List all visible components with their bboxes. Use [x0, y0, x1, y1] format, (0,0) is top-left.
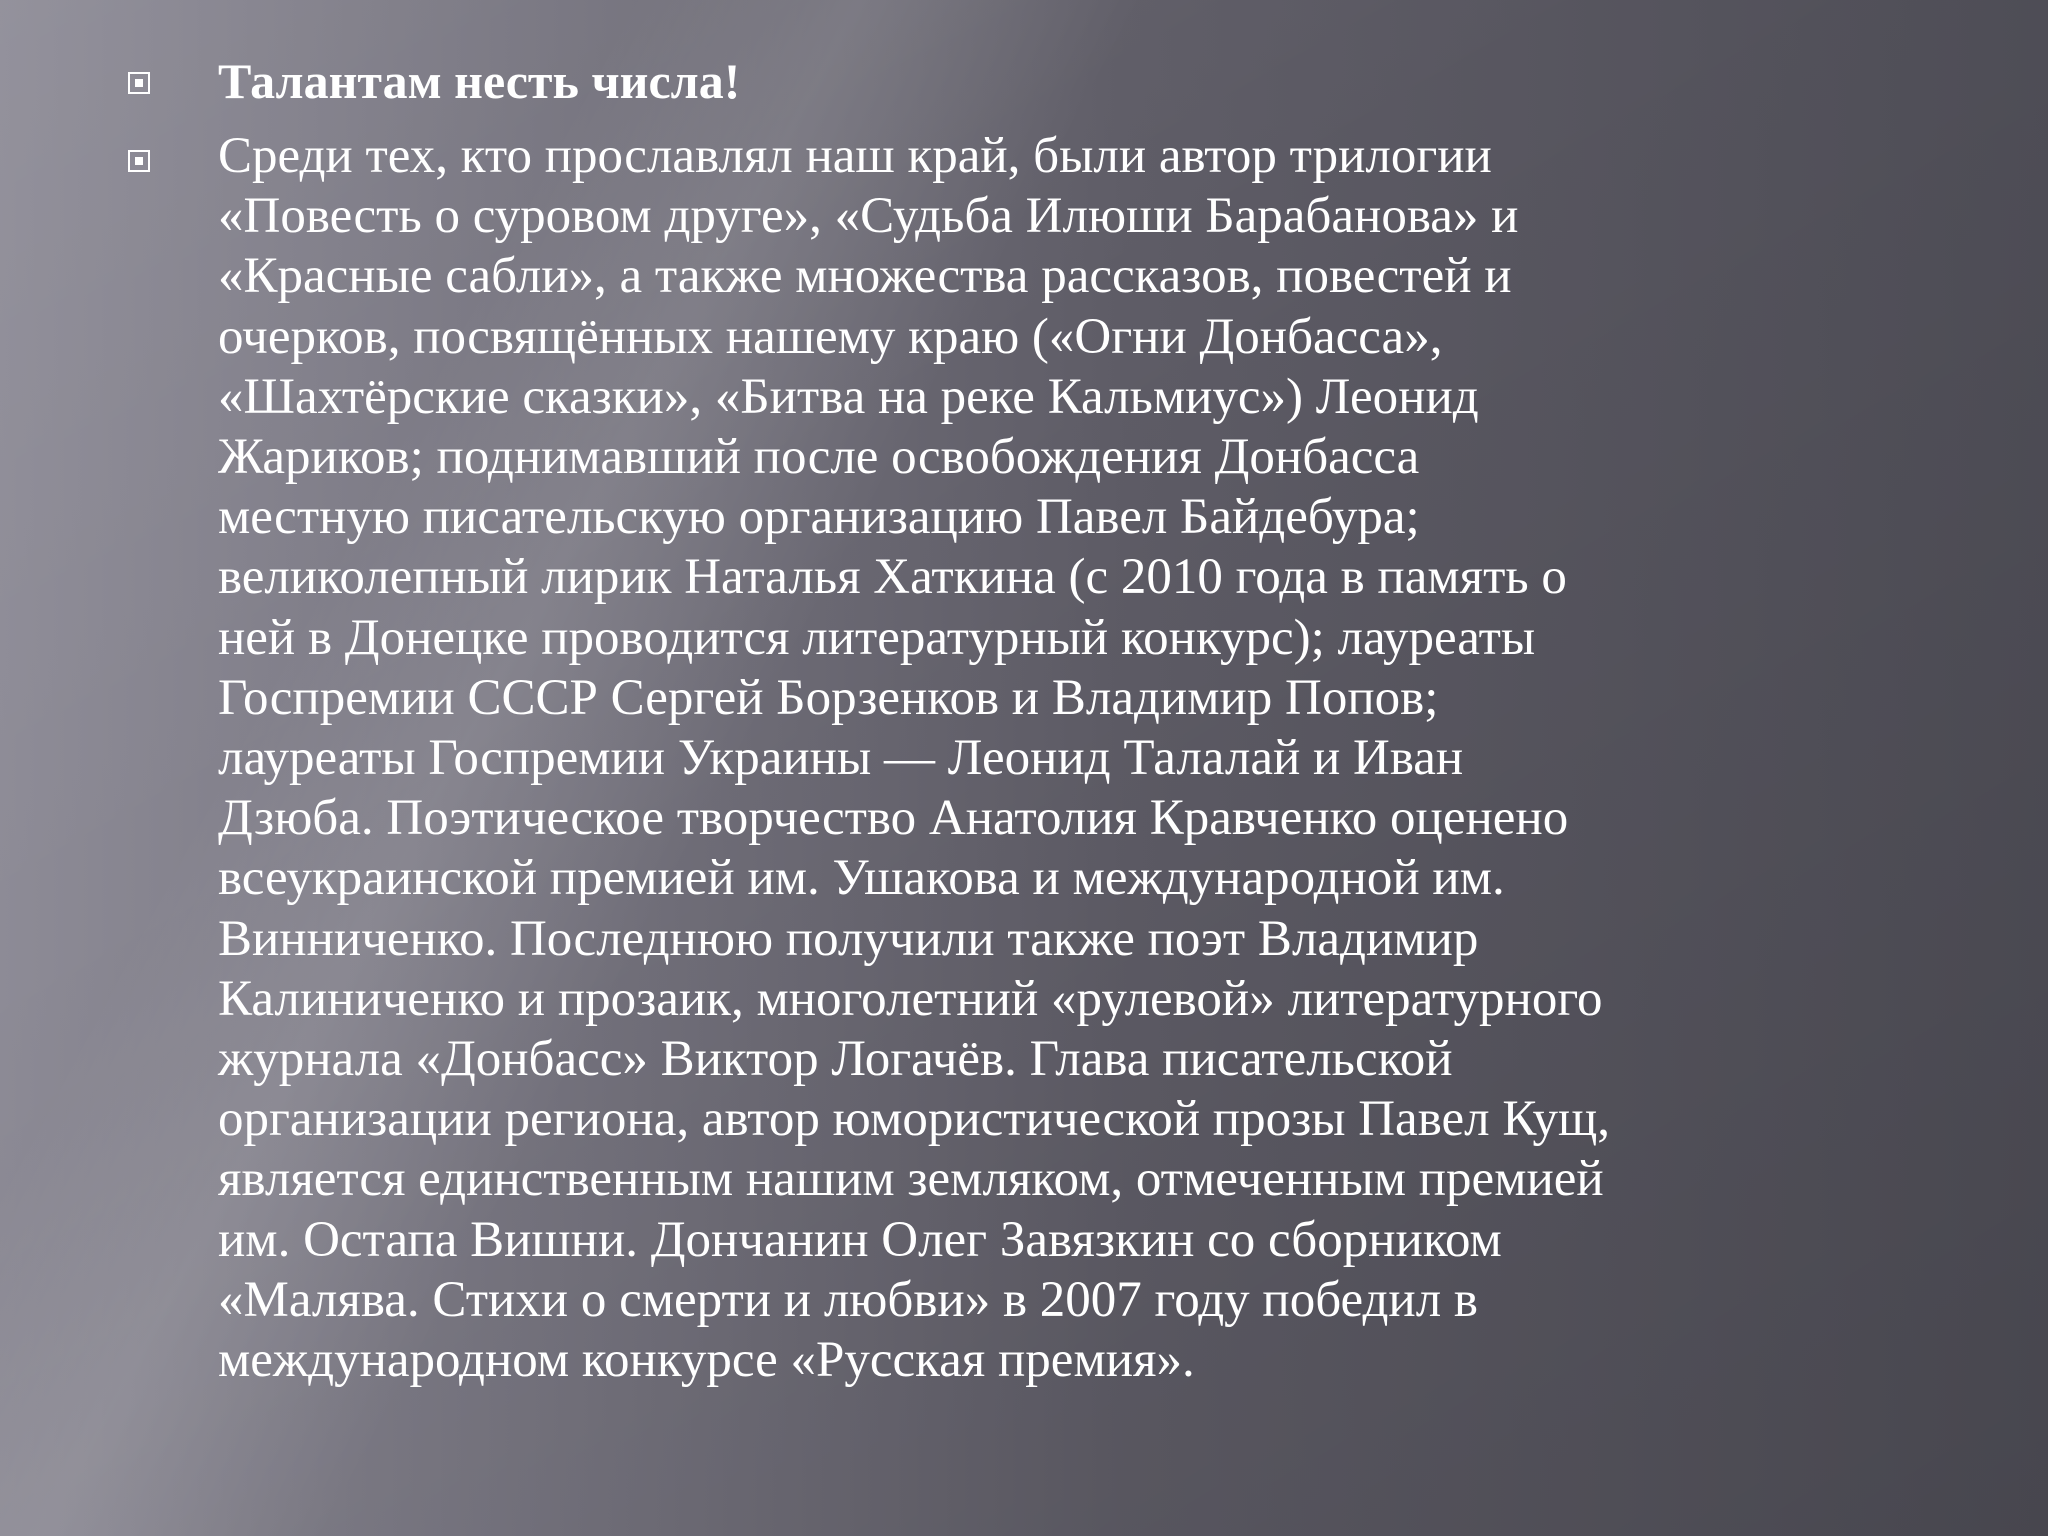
square-bullet-icon	[128, 150, 150, 172]
body-line: очерков, посвящённых нашему краю («Огни Донбасса»,	[218, 308, 1443, 365]
body-line: «Красные сабли», а также множества рассказов, повестей и	[218, 248, 1512, 305]
slide-heading: Талантам несть числа!	[218, 53, 741, 109]
body-line: «Повесть о суровом друге», «Судьба Илюши Барабанова» и	[218, 188, 1519, 245]
body-line: Среди тех, кто прославлял наш край, были автор трилогии	[218, 128, 1492, 184]
body-line: всеукраинской премией им. Ушакова и международной им.	[218, 850, 1505, 907]
body-line: Госпремии СССР Сергей Борзенков и Владимир Попов;	[218, 669, 1439, 726]
body-line: великолепный лирик Наталья Хаткина (с 2010 года в память о	[218, 549, 1567, 606]
bullet-item-heading	[128, 48, 1948, 114]
body-line: «Малява. Стихи о смерти и любви» в 2007 году победил в	[218, 1271, 1478, 1328]
body-line: Калиниченко и прозаик, многолетний «рулевой» литературного	[218, 970, 1603, 1027]
body-line: им. Остапа Вишни. Дончанин Олег Завязкин со сборником	[218, 1211, 1502, 1268]
body-line: журнала «Донбасс» Виктор Логачёв. Глава писательской	[218, 1031, 1453, 1088]
body-paragraph	[218, 126, 1948, 1390]
bullet-list	[128, 48, 1948, 1402]
body-line: является единственным нашим земляком, отмеченным премией	[218, 1151, 1604, 1208]
body-line: Жариков; поднимавший после освобождения Донбасса	[218, 429, 1420, 486]
body-line: «Шахтёрские сказки», «Битва на реке Кальмиус») Леонид	[218, 368, 1479, 425]
body-line: организации региона, автор юмористической прозы Павел Кущ,	[218, 1091, 1611, 1148]
body-line: Дзюба. Поэтическое творчество Анатолия Кравченко оценено	[218, 790, 1569, 847]
body-line: Винниченко. Последнюю получили также поэт Владимир	[218, 910, 1479, 967]
square-bullet-icon	[128, 72, 150, 94]
body-line: международном конкурсе «Русская премия».	[218, 1332, 1195, 1389]
body-line: местную писательскую организацию Павел Байдебура;	[218, 489, 1420, 546]
body-line: ней в Донецке проводится литературный конкурс); лауреаты	[218, 609, 1536, 666]
body-line: лауреаты Госпремии Украины — Леонид Талалай и Иван	[218, 730, 1464, 787]
bullet-item-body	[128, 126, 1948, 1390]
